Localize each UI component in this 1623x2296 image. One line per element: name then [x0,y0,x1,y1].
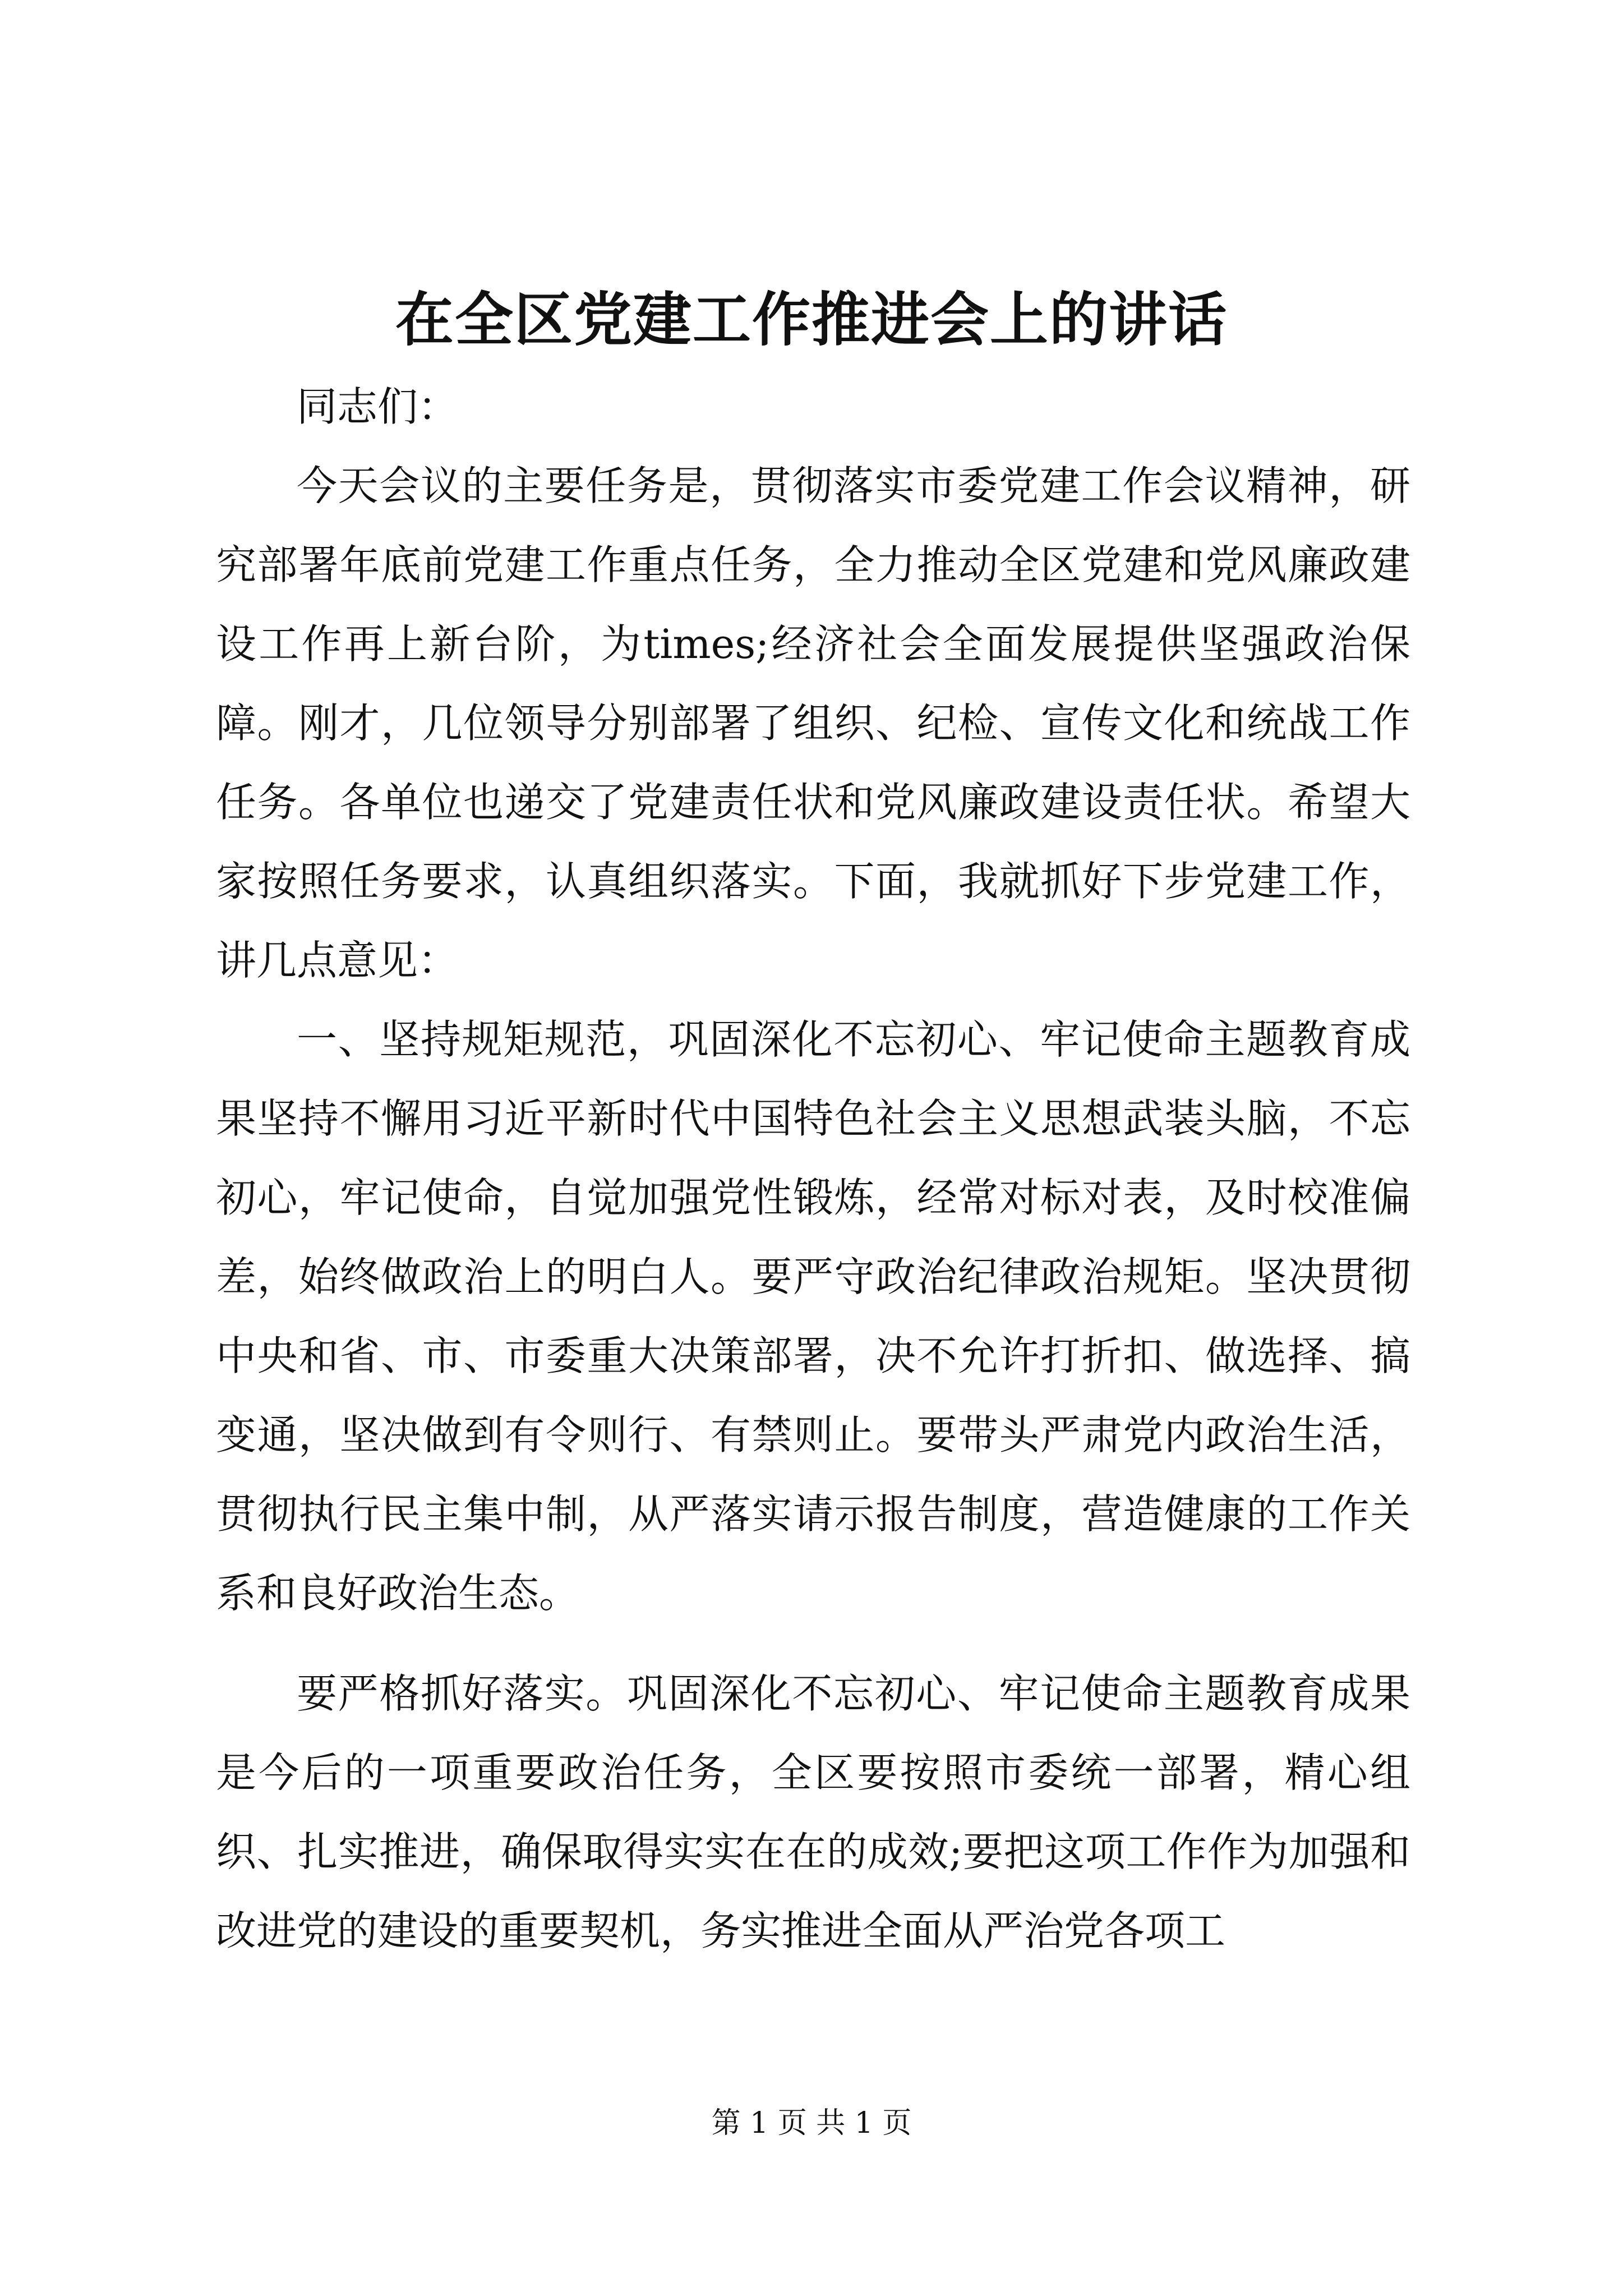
body-paragraph: 要严格抓好落实。巩固深化不忘初心、牢记使命主题教育成果是今后的一项重要政治任务，全区要按照市委统一部署，精心组织、扎实推进，确保取得实实在在的成效;要把这项工作作为加强和改进党的建设的重要契机，务实推进全面从严治党各项工 [216,1670,1410,1954]
document-title: 在全区党建工作推进会上的讲话 [395,285,1228,354]
body-paragraph: 一、坚持规矩规范，巩固深化不忘初心、牢记使命主题教育成果坚持不懈用习近平新时代中国特色社会主义思想武装头脑，不忘初心，牢记使命，自觉加强党性锻炼，经常对标对表，及时校准偏差，始终做政治上的明白人。要严守政治纪律政治规矩。坚决贯彻中央和省、市、市委重大决策部署，决不允许打折扣、做选择、搞变通，坚决做到有令则行、有禁则止。要带头严肃党内政治生活，贯彻执行民主集中制，从严落实请示报告制度，营造健康的工作关系和良好政治生态。 [216,1016,1410,1617]
salutation-paragraph: 同志们： [297,383,459,430]
body-paragraph: 今天会议的主要任务是，贯彻落实市委党建工作会议精神，研究部署年底前党建工作重点任务，全力推动全区党建和党风廉政建设工作再上新台阶，为times;经济社会全面发展提供坚强政治保障。刚才，几位领导分别部署了组织、纪检、宣传文化和统战工作任务。各单位也递交了党建责任状和党风廉政建设责任状。希望大家按照任务要求，认真组织落实。下面，我就抓好下步党建工作，讲几点意见： [216,462,1410,984]
document-body [216,367,1410,1971]
page-footer: 第 1 页 共 1 页 [711,2106,912,2140]
